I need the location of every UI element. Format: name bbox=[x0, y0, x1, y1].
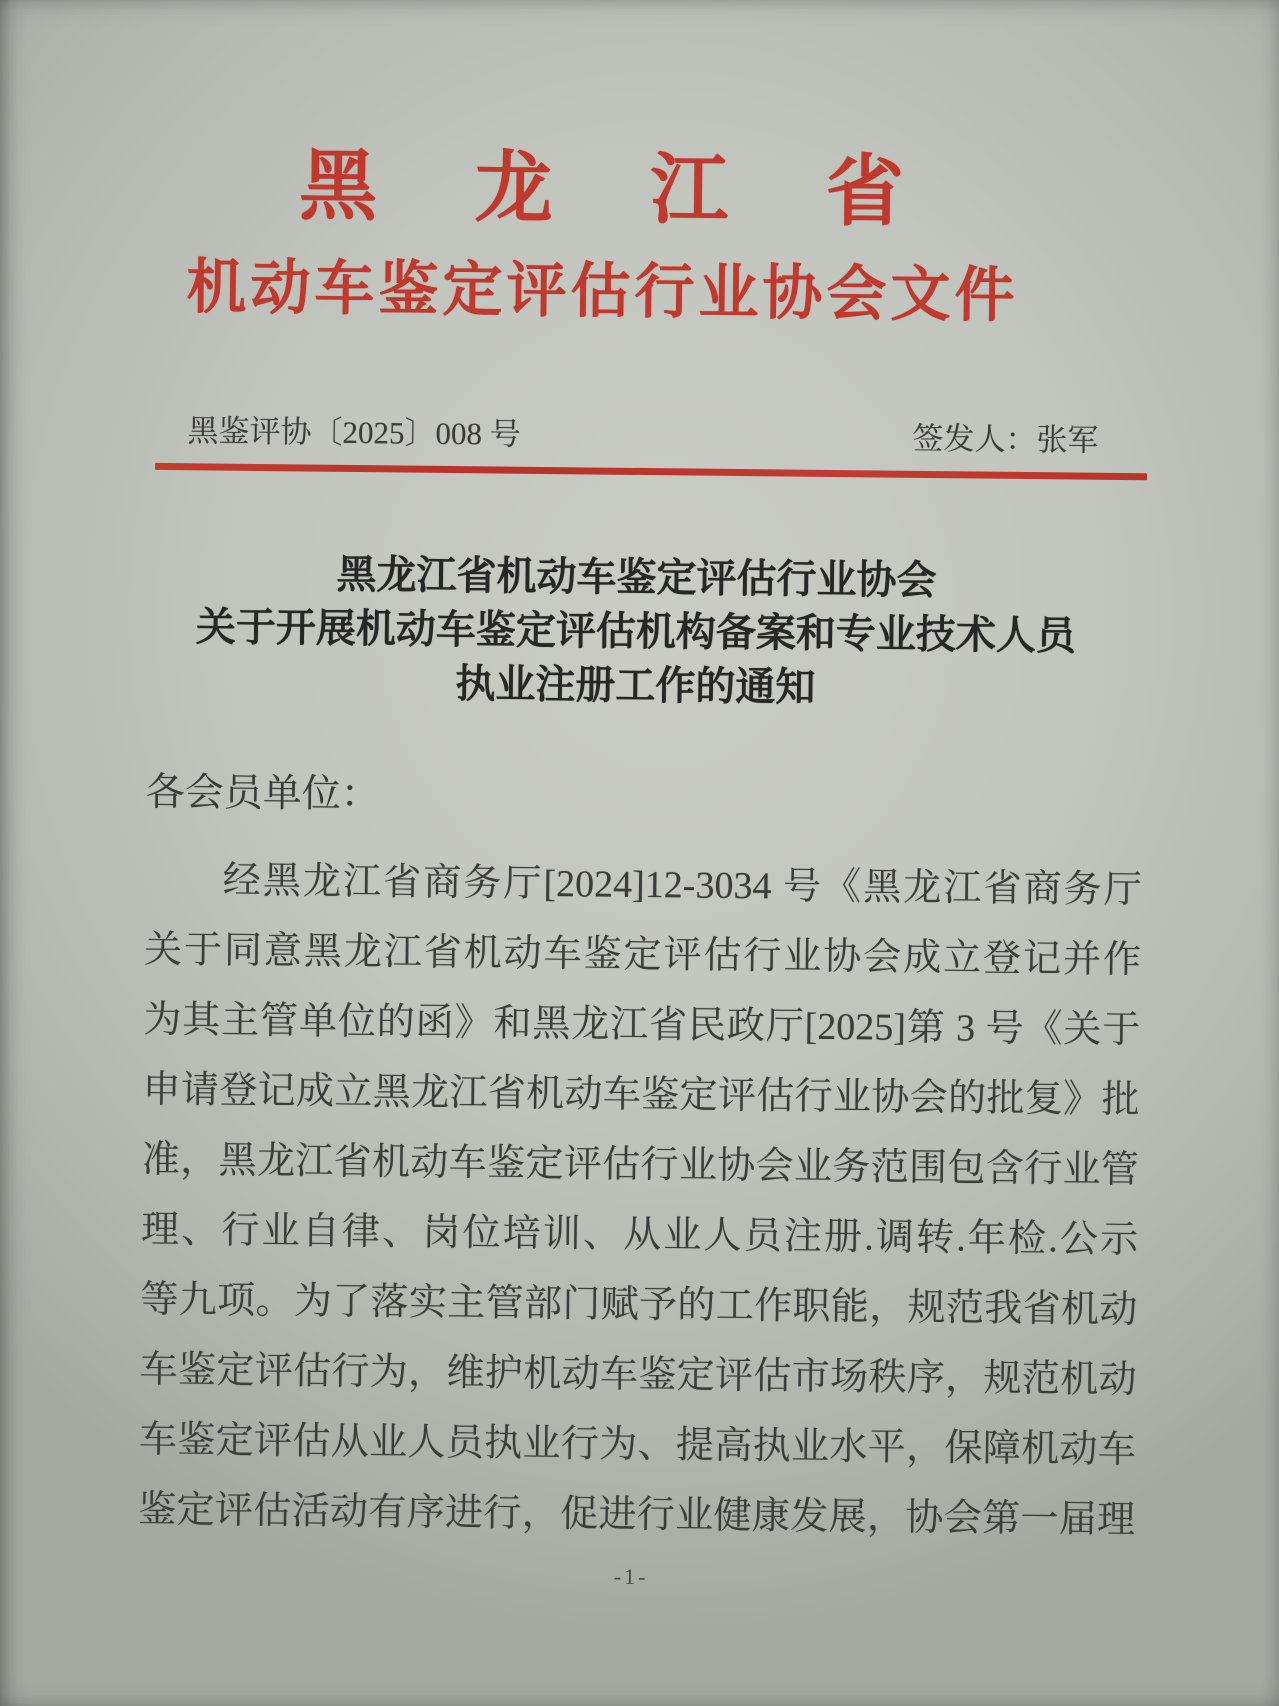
page-number: -1- bbox=[613, 1563, 649, 1590]
salutation: 各会员单位： bbox=[145, 770, 380, 817]
red-divider-line bbox=[155, 463, 1147, 480]
red-header-province-name: 黑 龙 江 省 bbox=[298, 142, 905, 236]
body-text-line: 车鉴定评估从业人员执业行为、提高执业水平，保障机动车 bbox=[138, 1418, 1137, 1472]
body-text-line: 经黑龙江省商务厅[2024]12-3034 号《黑龙江省商务厅 bbox=[222, 859, 1142, 912]
body-text-line: 车鉴定评估行为，维护机动车鉴定评估市场秩序，规范机动 bbox=[139, 1348, 1137, 1402]
body-text-line: 等九项。为了落实主管部门赋予的工作职能，规范我省机动 bbox=[140, 1278, 1138, 1332]
body-text-line: 鉴定评估活动有序进行，促进行业健康发展，协会第一届理 bbox=[137, 1488, 1136, 1542]
body-text-line: 理、行业自律、岗位培训、从业人员注册.调转.年检.公示 bbox=[140, 1208, 1139, 1262]
document-number: 黑鉴评协〔2025〕008 号 bbox=[187, 413, 521, 452]
body-text-line: 准，黑龙江省机动车鉴定评估行业协会业务范围包含行业管 bbox=[141, 1138, 1140, 1192]
body-text-line: 为其主管单位的函》和黑龙江省民政厅[2025]第 3 号《关于 bbox=[143, 998, 1141, 1052]
document-title bbox=[127, 546, 1146, 719]
document-meta-row bbox=[149, 409, 1146, 463]
document-title-line1: 黑龙江省机动车鉴定评估行业协会 bbox=[336, 551, 937, 604]
body-text-line: 申请登记成立黑龙江省机动车鉴定评估行业协会的批复》批 bbox=[142, 1068, 1140, 1122]
red-header-association-file-title: 机动车鉴定评估行业协会文件 bbox=[186, 254, 1019, 329]
document-title-line2: 关于开展机动车鉴定评估机构备案和专业技术人员 bbox=[195, 604, 1077, 659]
document-title-line3: 执业注册工作的通知 bbox=[455, 661, 816, 710]
body-text-line: 关于同意黑龙江省机动车鉴定评估行业协会成立登记并作 bbox=[143, 928, 1142, 982]
body-paragraph bbox=[138, 845, 1142, 1555]
issuer-name: 签发人：张军 bbox=[912, 420, 1099, 458]
